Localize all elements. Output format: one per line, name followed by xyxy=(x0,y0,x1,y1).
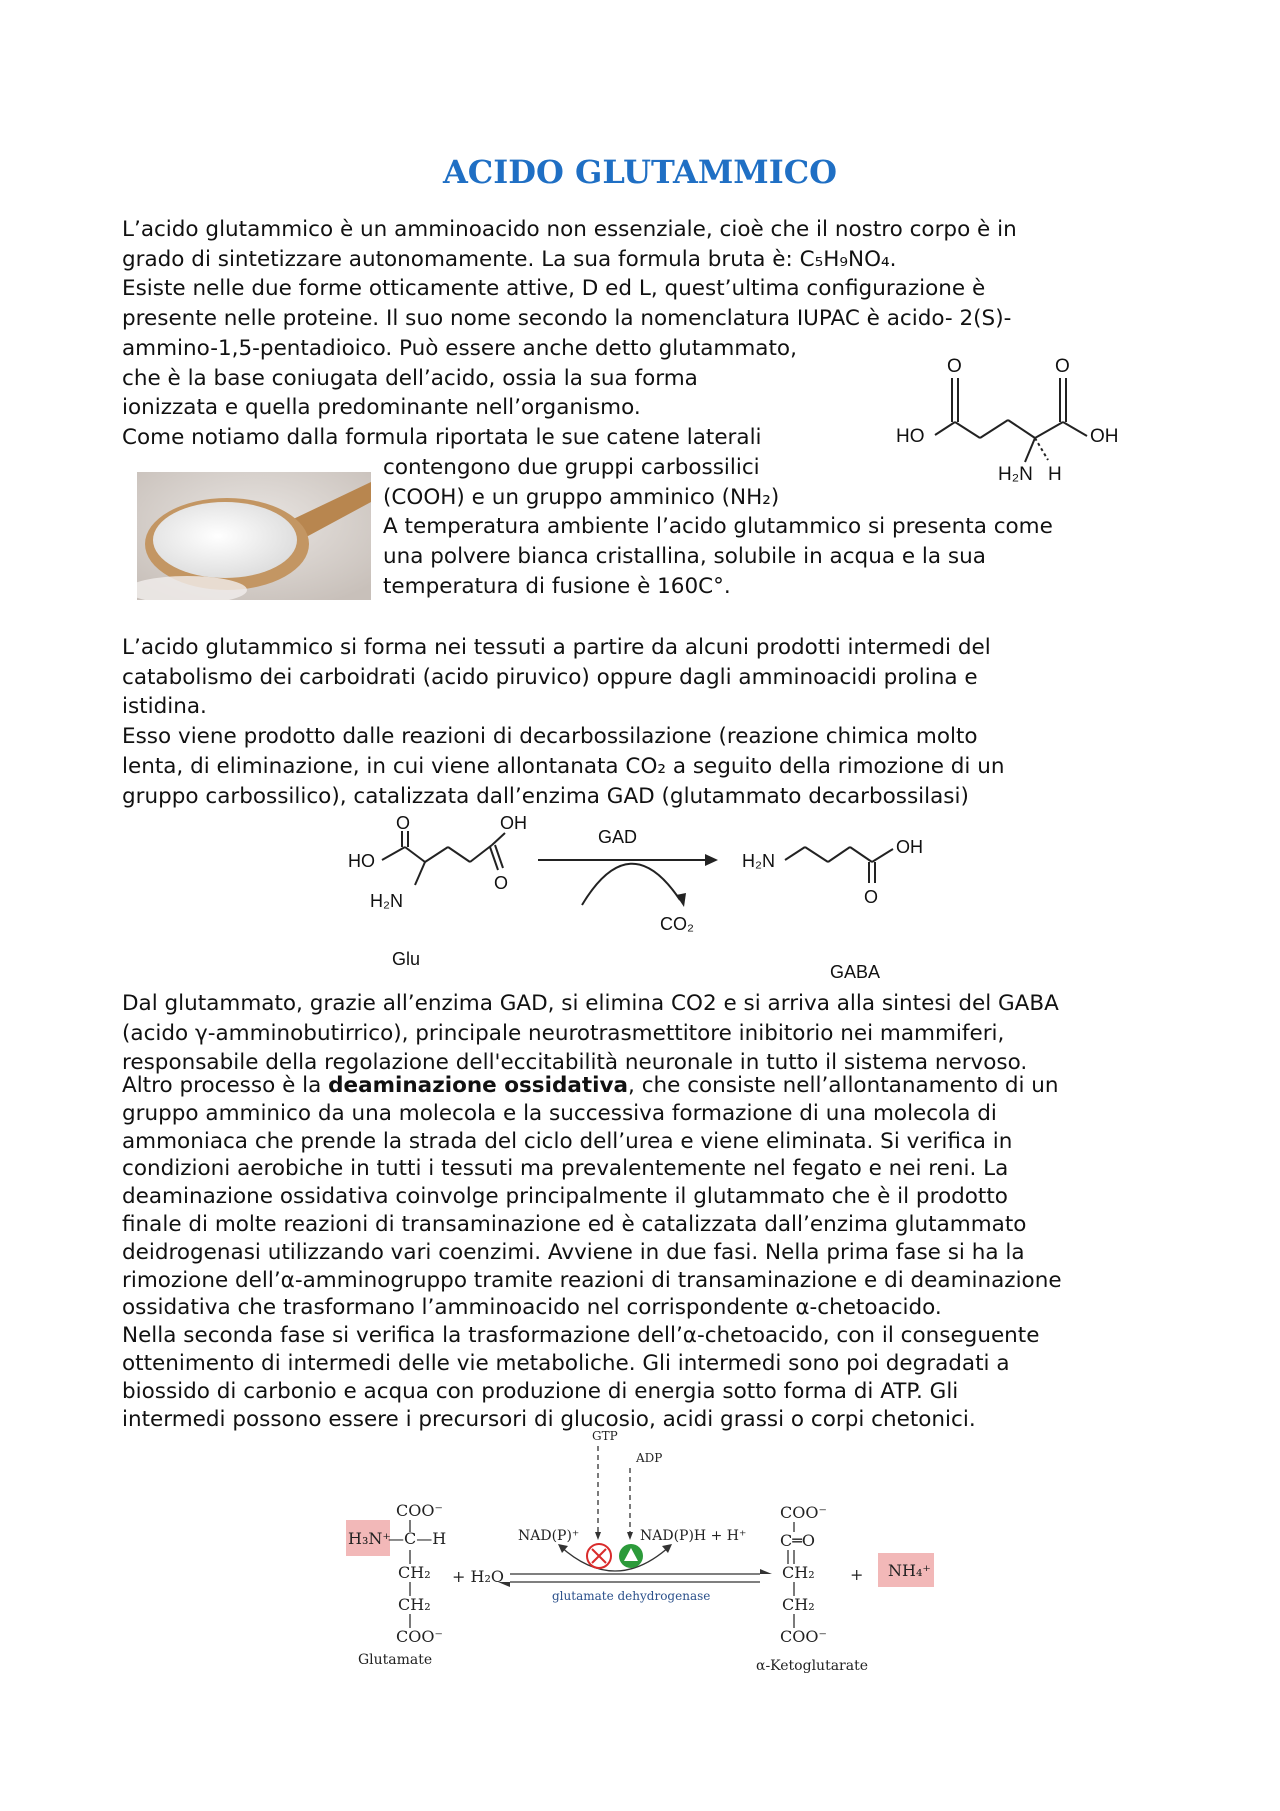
text-line: lenta, di eliminazione, in cui viene allontanata CO₂ a seguito della rimozione di un xyxy=(122,753,1005,779)
enzyme-label-gad: GAD xyxy=(598,827,638,847)
methylene-label: CH₂ xyxy=(398,1563,431,1582)
methylene-label: CH₂ xyxy=(782,1595,815,1614)
text-line: ammino-1,5-pentadioico. Può essere anche detto glutammato, xyxy=(122,335,797,361)
text-line: (acido γ-amminobutirrico), principale neurotrasmettitore inibitorio nei mammiferi, xyxy=(122,1020,1005,1046)
adp-label: ADP xyxy=(636,1451,663,1465)
text-line: A temperatura ambiente l’acido glutammico si presenta come xyxy=(383,514,1053,540)
oxygen-label: O xyxy=(1055,356,1070,377)
gtp-label: GTP xyxy=(592,1429,618,1443)
co2-label: CO₂ xyxy=(660,914,694,934)
label-gaba: GABA xyxy=(830,962,881,982)
formation-paragraph xyxy=(122,633,1004,811)
carboxylate-label: COO⁻ xyxy=(780,1627,827,1646)
text-line: che è la base coniugata dell’acido, ossia la sua forma xyxy=(122,365,698,391)
bold-term: deaminazione ossidativa xyxy=(328,1073,629,1098)
nadp-label: NAD(P)⁺ xyxy=(518,1528,580,1544)
text-run: Altro processo è la xyxy=(122,1073,329,1098)
enzyme-label-gdh: glutamate dehydrogenase xyxy=(552,1589,711,1603)
text-line: condizioni aerobiche in tutti i tessuti ma prevalentemente nel fegato e nei reni. La xyxy=(122,1156,1009,1182)
text-line: Nella seconda fase si verifica la trasformazione dell’α-chetoacido, con il conseguente xyxy=(122,1323,1040,1349)
alpha-carbon-label: —C—H xyxy=(388,1529,447,1548)
text-line: Esso viene prodotto dalle reazioni di decarbossilazione (reazione chimica molto xyxy=(122,724,978,750)
page-title: ACIDO GLUTAMMICO xyxy=(442,153,838,191)
deamination-paragraph xyxy=(122,1072,1062,1433)
hydroxyl-label: OH xyxy=(896,837,923,857)
text-line: ottenimento di intermedi delle vie metaboliche. Gli intermedi sono poi degradati a xyxy=(122,1350,1010,1376)
text-line: rimozione dell’α-amminogruppo tramite reazioni di transaminazione e di deaminazione xyxy=(122,1267,1062,1293)
oxygen-label: O xyxy=(494,873,509,893)
carboxylate-label: COO⁻ xyxy=(396,1627,443,1646)
carbonyl-label: C═O xyxy=(780,1531,815,1550)
text-line: ammoniaca che prende la strada del ciclo dell’urea e viene eliminata. Si verifica in xyxy=(122,1128,1013,1154)
ammonium-group-label: H₃N⁺ xyxy=(348,1529,391,1548)
plus-sign: + xyxy=(850,1565,864,1584)
hydroxyl-label: HO xyxy=(896,426,925,447)
text-line: Come notiamo dalla formula riportata le sue catene laterali xyxy=(122,424,762,450)
text-line: catabolismo dei carboidrati (acido piruvico) oppure dagli amminoacidi prolina e xyxy=(122,664,978,690)
methylene-label: CH₂ xyxy=(782,1563,815,1582)
hydrogen-label: H xyxy=(1048,464,1062,485)
hydroxyl-label: HO xyxy=(348,851,375,871)
text-line: Esiste nelle due forme otticamente attive, D ed L, quest’ultima configurazione è xyxy=(122,276,986,302)
gdh-reaction-diagram xyxy=(340,1428,940,1690)
gaba-paragraph xyxy=(122,989,1059,1078)
oxygen-label: O xyxy=(864,887,879,907)
text-line: gruppo carbossilico), catalizzata dall’enzima GAD (glutammato decarbossilasi) xyxy=(122,783,969,809)
nadph-label: NAD(P)H + H⁺ xyxy=(640,1528,747,1544)
text-line: istidina. xyxy=(122,694,207,720)
label-glu: Glu xyxy=(392,949,421,969)
amino-label: H₂N xyxy=(742,851,775,871)
text-run: , che consiste nell’allontanamento di un xyxy=(628,1073,1059,1098)
plus-water-label: + H₂O xyxy=(452,1567,504,1586)
text-line xyxy=(122,1072,1062,1100)
text-line: responsabile della regolazione dell'eccitabilità neuronale in tutto il sistema nervoso. xyxy=(122,1050,1028,1076)
text-line: intermedi possono essere i precursori di glucosio, acidi grassi o corpi chetonici. xyxy=(122,1406,976,1432)
text-line: biossido di carbonio e acqua con produzione di energia sotto forma di ATP. Gli xyxy=(122,1378,959,1404)
text-line: presente nelle proteine. Il suo nome secondo la nomenclatura IUPAC è acido- 2(S)- xyxy=(122,306,1012,332)
text-line: grado di sintetizzare autonomamente. La sua formula bruta è: C₅H₉NO₄. xyxy=(122,246,897,272)
text-line: ossidativa che trasformano l’amminoacido nel corrispondente α-chetoacido. xyxy=(122,1295,942,1321)
oxygen-label: O xyxy=(396,815,411,833)
nh4-label: NH₄⁺ xyxy=(888,1561,931,1580)
amino-label: H₂N xyxy=(998,464,1033,485)
methylene-label: CH₂ xyxy=(398,1595,431,1614)
amino-label: H₂N xyxy=(370,891,403,911)
text-line: ionizzata e quella predominante nell’organismo. xyxy=(122,395,641,421)
side-paragraph xyxy=(383,453,1053,602)
text-line: Dal glutammato, grazie all’enzima GAD, si elimina CO2 e si arriva alla sintesi del GABA xyxy=(122,991,1059,1016)
oxygen-label: O xyxy=(947,356,962,377)
text-line: una polvere bianca cristallina, solubile in acqua e la sua xyxy=(383,544,986,570)
hydroxyl-label: OH xyxy=(500,815,527,833)
text-line: gruppo amminico da una molecola e la successiva formazione di una molecola di xyxy=(122,1100,997,1126)
carboxylate-label: COO⁻ xyxy=(396,1501,443,1520)
text-line: L’acido glutammico si forma nei tessuti a partire da alcuni prodotti intermedi del xyxy=(122,635,991,660)
inhibitor-cross xyxy=(592,1549,606,1563)
label-glutamate: Glutamate xyxy=(358,1652,433,1668)
text-line: L’acido glutammico è un amminoacido non essenziale, cioè che il nostro corpo è in xyxy=(122,217,1017,242)
text-line: contengono due gruppi carbossilici xyxy=(383,455,760,480)
text-line: deidrogenasi utilizzando vari coenzimi. Avviene in due fasi. Nella prima fase si ha la xyxy=(122,1239,1025,1265)
carboxylate-label: COO⁻ xyxy=(780,1503,827,1522)
text-line: temperatura di fusione è 160C°. xyxy=(383,573,731,599)
label-alpha-ketoglutarate: α-Ketoglutarate xyxy=(756,1658,868,1674)
text-line: finale di molte reazioni di transaminazione ed è catalizzata dall’enzima glutammato xyxy=(122,1211,1027,1237)
text-line: deaminazione ossidativa coinvolge principalmente il glutammato che è il prodotto xyxy=(122,1184,1008,1210)
hydroxyl-label: OH xyxy=(1090,426,1119,447)
gad-reaction-diagram xyxy=(340,815,960,990)
glutamic-acid-powder-photo xyxy=(137,472,371,600)
text-line: (COOH) e un gruppo amminico (NH₂) xyxy=(383,484,780,510)
